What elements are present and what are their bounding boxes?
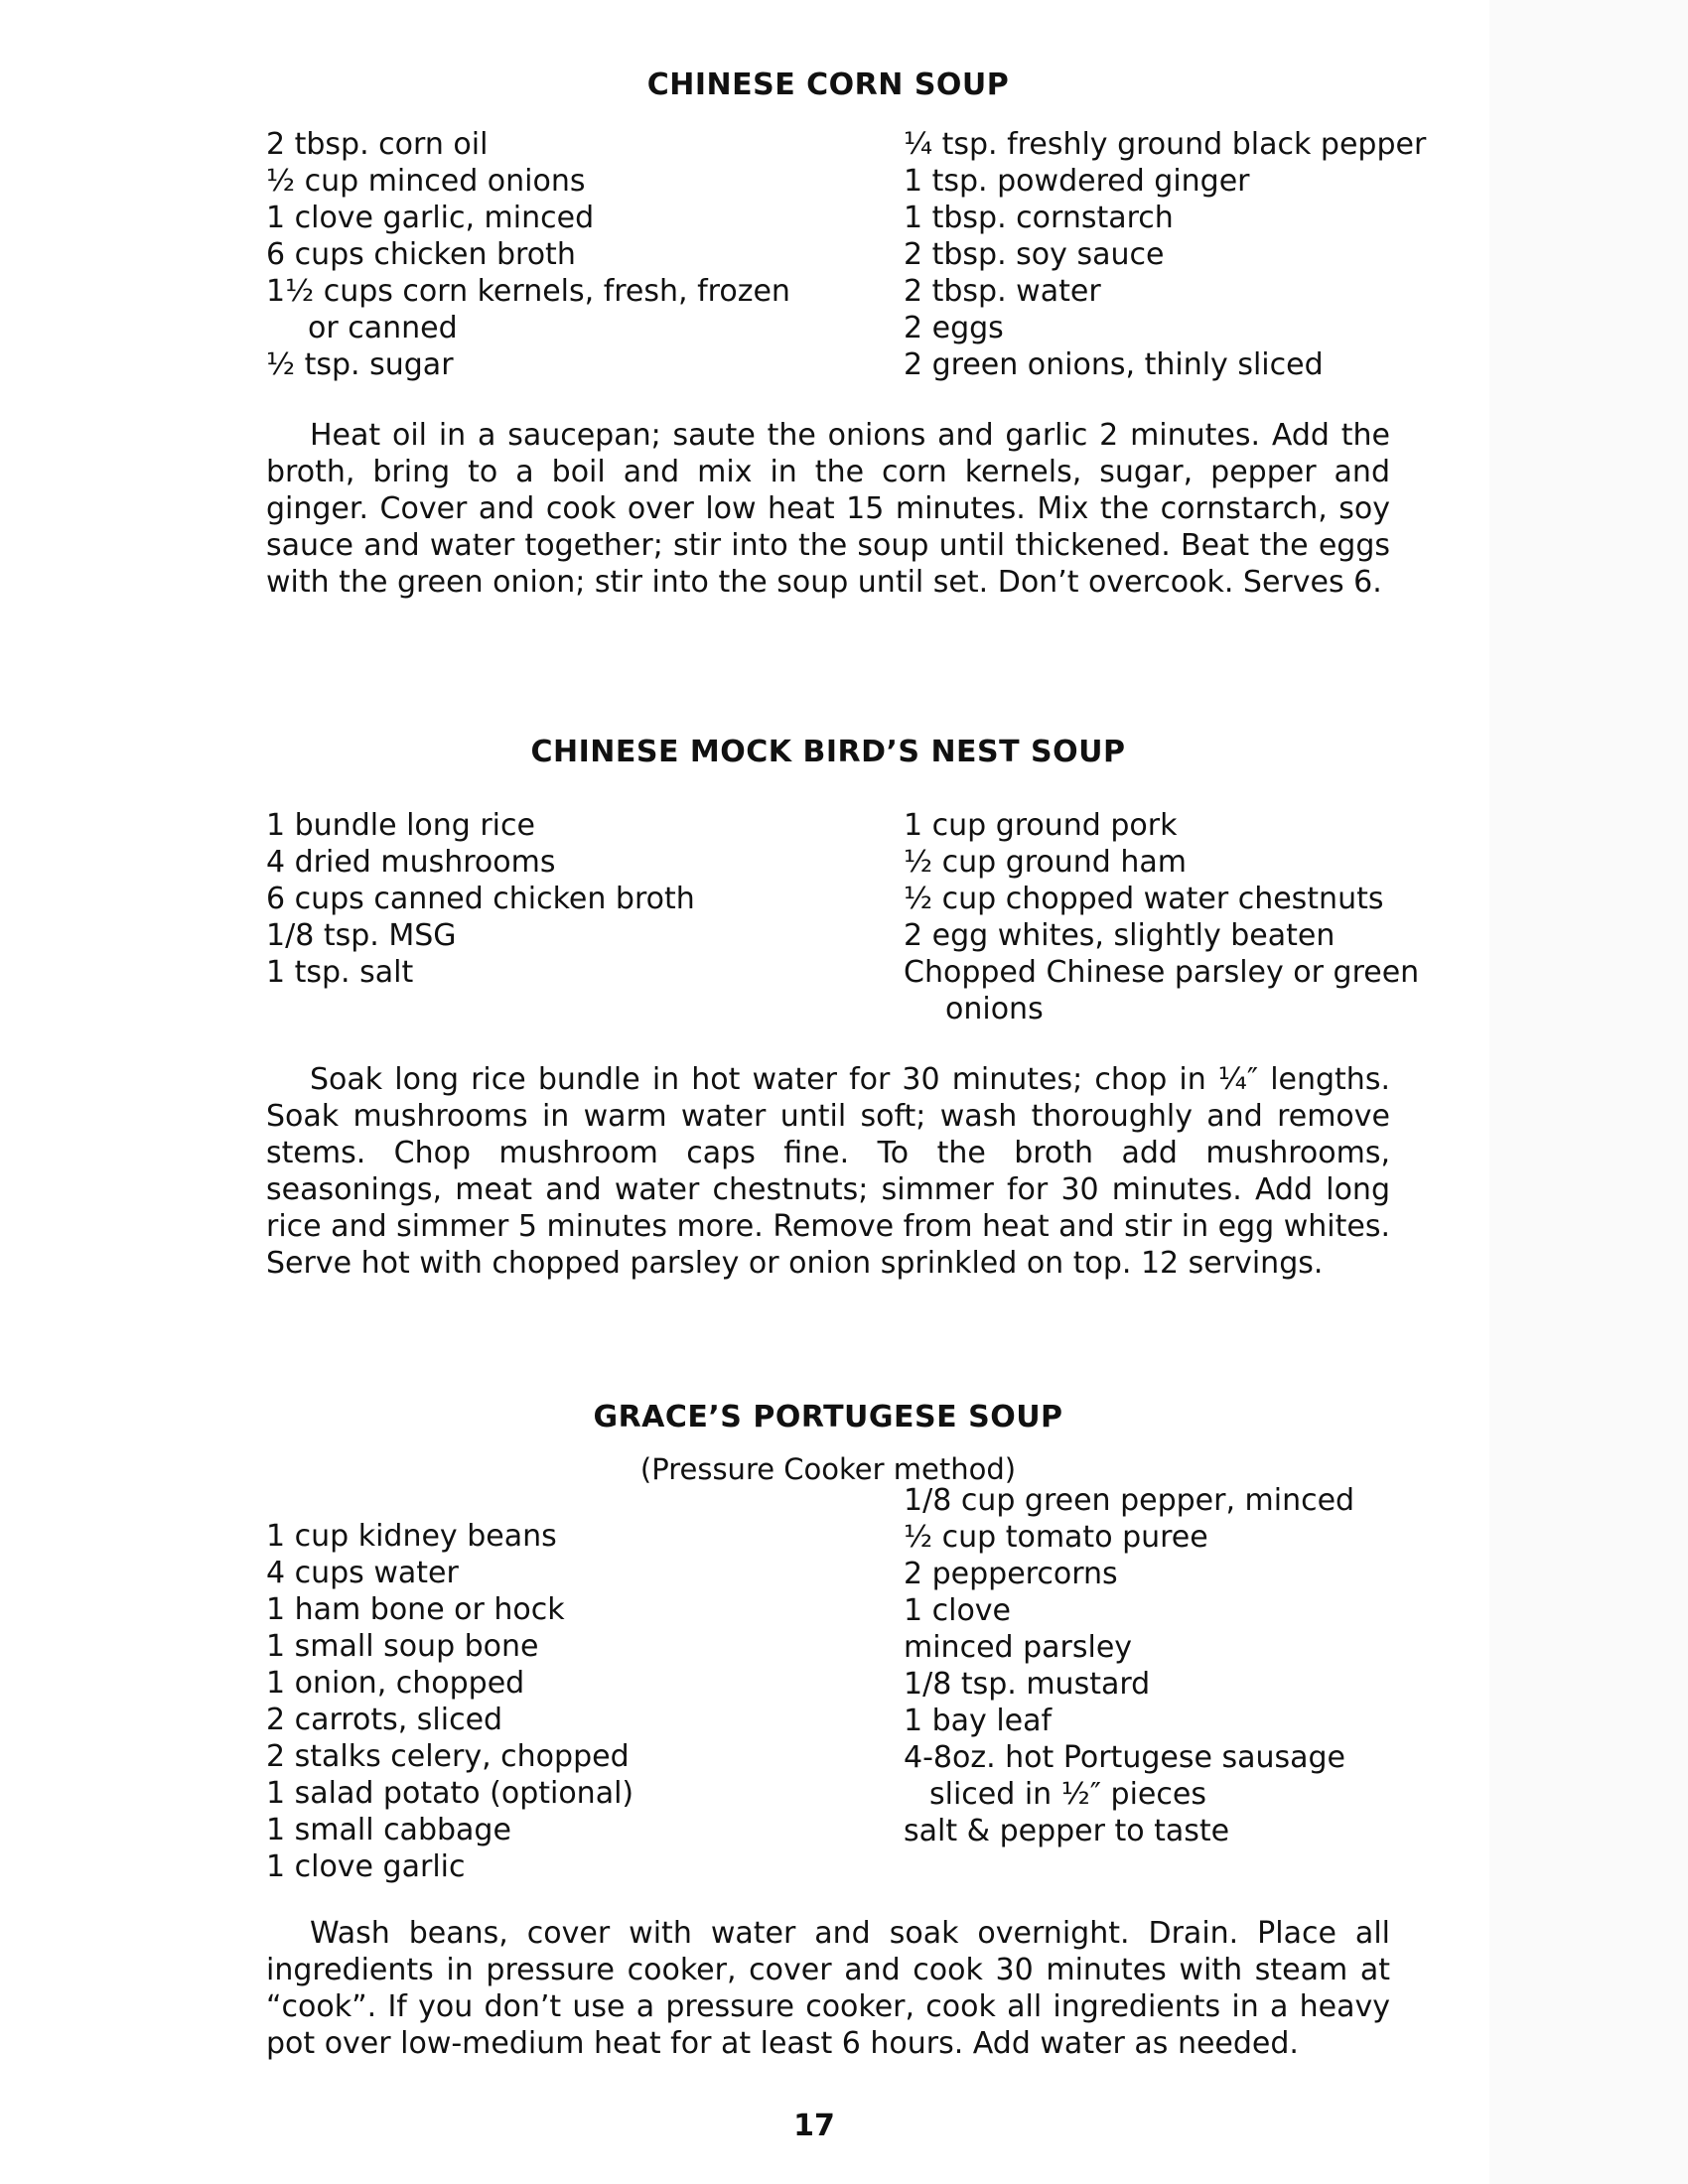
ingredient-columns: [266, 807, 1420, 1027]
ingredient: 2 peppercorns: [904, 1557, 1118, 1591]
ingredient: salt & pepper to taste: [904, 1814, 1230, 1848]
ingredient: 1 clove garlic: [266, 1849, 466, 1884]
recipe-graces-portugese-soup: [266, 1400, 1390, 2062]
ingredient: 2 tbsp. water: [904, 274, 1101, 309]
recipe-title: CHINESE CORN SOUP: [646, 68, 1010, 102]
ingredient: 1 cup kidney beans: [266, 1519, 557, 1554]
ingredient: 1 tbsp. cornstarch: [904, 201, 1174, 235]
ingredient: 1 clove: [904, 1593, 1012, 1628]
ingredient: ½ cup minced onions: [266, 164, 586, 199]
ingredient: 1/8 tsp. mustard: [904, 1667, 1151, 1702]
recipe-method: Wash beans, cover with water and soak overnight. Drain. Place all ingredients in pressure cooker, cover and cook 30 minutes with steam at “cook”. If you don’t use a pressure cooker, cook all ingredients in a heavy pot over low-medium heat for at least 6 hours. Add water as needed.: [266, 1916, 1390, 2061]
ingredient: ½ tsp. sugar: [266, 347, 454, 382]
ingredient: 2 stalks celery, chopped: [266, 1739, 630, 1774]
ingredient-columns: [266, 126, 1427, 383]
ingredients-right: [904, 126, 1427, 383]
page-edge-shadow: [1489, 0, 1688, 2184]
ingredient: 2 egg whites, slightly beaten: [904, 918, 1336, 953]
ingredient: 1 salad potato (optional): [266, 1776, 634, 1811]
recipe-mock-birds-nest-soup: [266, 735, 1420, 1282]
ingredient: 2 green onions, thinly sliced: [904, 347, 1324, 382]
ingredient: 6 cups canned chicken broth: [266, 882, 695, 916]
ingredient: 2 carrots, sliced: [266, 1703, 503, 1737]
ingredient: 2 eggs: [904, 311, 1004, 345]
recipe-method: Soak long rice bundle in hot water for 30 minutes; chop in ¼″ lengths. Soak mushrooms in warm water until soft; wash thoroughly and remove stems. Chop mushroom caps fine. To the broth add mushrooms, seasonings, meat and water chestnuts; simmer for 30 minutes. Add long rice and simmer 5 minutes more. Remove from heat and stir in egg whites. Serve hot with chopped parsley or onion sprinkled on top. 12 servings.: [266, 1062, 1390, 1281]
ingredients-left: [266, 126, 862, 383]
ingredient: 1 small cabbage: [266, 1813, 511, 1847]
ingredient: 6 cups chicken broth: [266, 237, 576, 272]
ingredient: 1 cup ground pork: [904, 808, 1178, 843]
ingredient: ½ cup chopped water chestnuts: [904, 882, 1384, 916]
ingredients-right: [904, 807, 1420, 1027]
ingredient: 1 tsp. salt: [266, 955, 414, 990]
ingredient: 1 bundle long rice: [266, 808, 535, 843]
ingredient: 1 clove garlic, minced: [266, 201, 595, 235]
ingredient: ¼ tsp. freshly ground black pepper: [904, 127, 1427, 162]
recipe-title: GRACE’S PORTUGESE SOUP: [593, 1400, 1063, 1434]
page-number: 17: [793, 2109, 835, 2143]
recipe-method: Heat oil in a saucepan; saute the onions and garlic 2 minutes. Add the broth, bring to a boil and mix in the corn kernels, sugar, pepper and ginger. Cover and cook over low heat 15 minutes. Mix the cornstarch, soy sauce and water together; stir into the soup until thickened. Beat the eggs with the green onion; stir into the soup until set. Don’t overcook. Serves 6.: [266, 418, 1390, 600]
recipe-subtitle: (Pressure Cooker method): [639, 1452, 1017, 1486]
ingredient: 2 tbsp. soy sauce: [904, 237, 1165, 272]
recipe-title: CHINESE MOCK BIRD’S NEST SOUP: [530, 735, 1126, 769]
ingredient: ½ cup ground ham: [904, 845, 1187, 880]
ingredient: 1 ham bone or hock: [266, 1592, 565, 1627]
ingredient: 1½ cups corn kernels, fresh, frozen or canned: [266, 274, 790, 345]
ingredient: 1 bay leaf: [904, 1704, 1053, 1738]
ingredient: 1 onion, chopped: [266, 1666, 525, 1701]
recipe-chinese-corn-soup: [266, 68, 1427, 601]
ingredient: ½ cup tomato puree: [904, 1520, 1208, 1555]
ingredient: 1/8 tsp. MSG: [266, 918, 457, 953]
ingredients-right: [904, 1482, 1390, 1885]
ingredient: minced parsley: [904, 1630, 1133, 1665]
ingredient: 2 tbsp. corn oil: [266, 127, 489, 162]
ingredient: Chopped Chinese parsley or green onions: [904, 955, 1420, 1026]
ingredient: 1 tsp. powdered ginger: [904, 164, 1250, 199]
ingredient: 1 small soup bone: [266, 1629, 539, 1664]
ingredient: 4 dried mushrooms: [266, 845, 556, 880]
ingredient: 1/8 cup green pepper, minced: [904, 1483, 1355, 1518]
ingredients-left: [266, 1482, 862, 1885]
ingredients-left: [266, 807, 862, 1027]
ingredient: 4-8oz. hot Portugese sausage sliced in ½″ pieces: [904, 1740, 1345, 1812]
ingredient-columns: [266, 1482, 1390, 1885]
ingredient: 4 cups water: [266, 1556, 459, 1590]
